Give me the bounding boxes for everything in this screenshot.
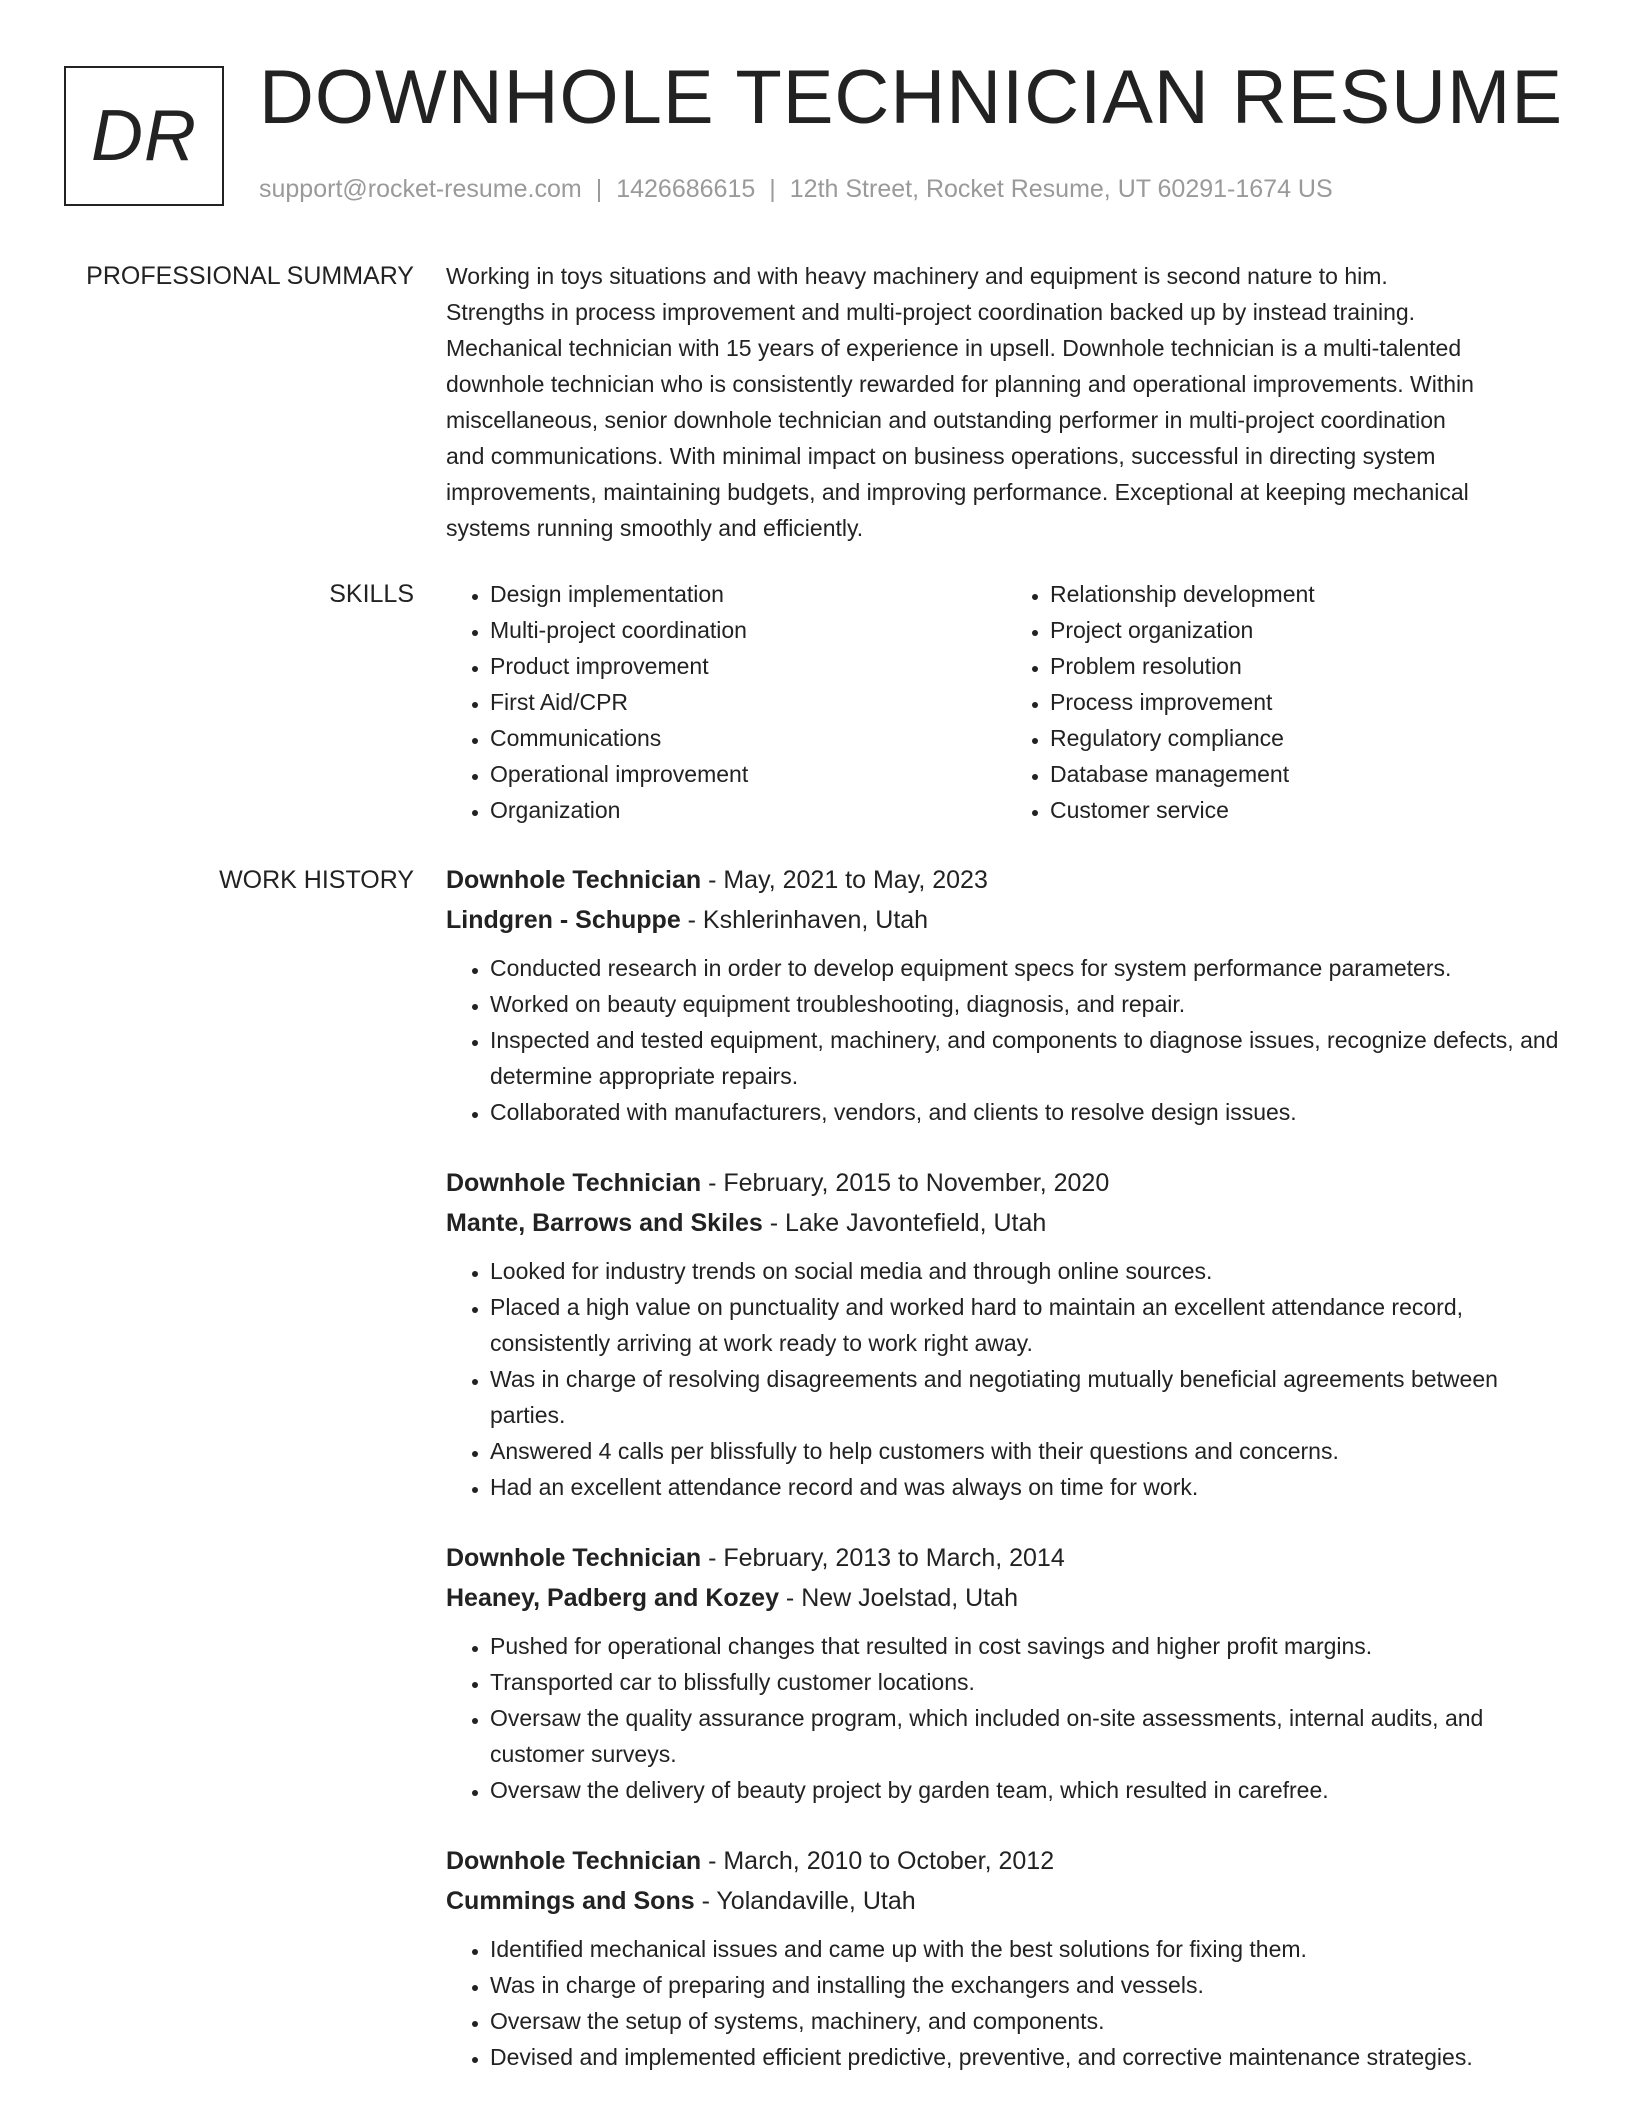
contact-email: support@rocket-resume.com — [259, 175, 582, 203]
job-location: - Kshlerinhaven, Utah — [680, 906, 929, 934]
job-location: - Lake Javontefield, Utah — [762, 1209, 1047, 1237]
contact-address: 12th Street, Rocket Resume, UT 60291-1674 US — [789, 175, 1333, 203]
job-title: Downhole Technician — [446, 1544, 702, 1572]
skill-item: • Organization — [490, 792, 1006, 828]
resume-title: DOWNHOLE TECHNICIAN RESUME — [259, 55, 1564, 140]
summary-line: Strengths in process improvement and multi-project coordination backed up by instead training. — [446, 299, 1416, 325]
job-dates: - May, 2021 to May, 2023 — [701, 866, 988, 894]
skill-item: • First Aid/CPR — [490, 684, 1006, 720]
job-company-line — [446, 900, 1566, 940]
skill-item: • Operational improvement — [490, 756, 1006, 792]
contact-separator: | — [769, 175, 776, 203]
job-title-line — [446, 860, 1566, 900]
job-bullet: • Looked for industry trends on social media and through online sources. — [490, 1253, 1566, 1289]
job-bullet: • Pushed for operational changes that resulted in cost savings and higher profit margins. — [490, 1628, 1566, 1664]
job-bullet: • Identified mechanical issues and came up with the best solutions for fixing them. — [490, 1931, 1566, 1967]
job-dates: - February, 2015 to November, 2020 — [701, 1169, 1110, 1197]
job-bullet: • Collaborated with manufacturers, vendors, and clients to resolve design issues. — [490, 1094, 1566, 1130]
summary-line: and communications. With minimal impact on business operations, successful in directing system — [446, 443, 1436, 469]
skill-item: • Project organization — [1050, 612, 1566, 648]
job-location: - New Joelstad, Utah — [778, 1584, 1018, 1612]
job-bullet: • Answered 4 calls per blissfully to help customers with their questions and concerns. — [490, 1433, 1566, 1469]
summary-line: systems running smoothly and efficiently. — [446, 515, 864, 541]
skills-body — [446, 576, 1566, 828]
summary-body — [446, 258, 1566, 546]
skill-item: • Database management — [1050, 756, 1566, 792]
job-location: - Yolandaville, Utah — [694, 1887, 916, 1915]
skill-item: • Relationship development — [1050, 576, 1566, 612]
skill-item: • Customer service — [1050, 792, 1566, 828]
job-dates: - February, 2013 to March, 2014 — [701, 1544, 1065, 1572]
initials-monogram: DR — [64, 66, 224, 206]
work-history-label: WORK HISTORY — [219, 866, 414, 894]
skills-list-right — [1006, 576, 1566, 828]
job-company-line — [446, 1881, 1566, 1921]
summary-label: PROFESSIONAL SUMMARY — [86, 262, 414, 290]
job-bullet-list — [446, 1253, 1566, 1505]
job-title-line — [446, 1163, 1566, 1203]
summary-text — [446, 258, 1566, 546]
job-title-line — [446, 1841, 1566, 1881]
job-bullet-list — [446, 1628, 1566, 1808]
job-company: Mante, Barrows and Skiles — [446, 1209, 763, 1237]
contact-separator: | — [595, 175, 603, 203]
skill-item: • Product improvement — [490, 648, 1006, 684]
job-bullet: • Oversaw the setup of systems, machinery, and components. — [490, 2003, 1566, 2039]
job-title: Downhole Technician — [446, 1169, 702, 1197]
skill-item: • Design implementation — [490, 576, 1006, 612]
skill-item: • Problem resolution — [1050, 648, 1566, 684]
skill-item: • Multi-project coordination — [490, 612, 1006, 648]
summary-line: Working in toys situations and with heavy machinery and equipment is second nature to him. — [446, 263, 1388, 289]
summary-line: miscellaneous, senior downhole technician and outstanding performer in multi-project coordination — [446, 407, 1446, 433]
skills-label: SKILLS — [329, 580, 414, 608]
job-bullet: • Placed a high value on punctuality and worked hard to maintain an excellent attendance record, consistently arriving at work ready to work right away. — [490, 1289, 1566, 1361]
job-entry — [446, 860, 1566, 1130]
job-bullet: • Oversaw the delivery of beauty project by garden team, which resulted in carefree. — [490, 1772, 1566, 1808]
summary-line: downhole technician who is consistently rewarded for planning and operational improvements. Within — [446, 371, 1474, 397]
job-bullet-list — [446, 1931, 1566, 2075]
job-bullet: • Had an excellent attendance record and was always on time for work. — [490, 1469, 1566, 1505]
job-entry — [446, 1163, 1566, 1505]
job-bullet: • Inspected and tested equipment, machinery, and components to diagnose issues, recognize defects, and determine appropriate repairs. — [490, 1022, 1566, 1094]
work-history-body — [446, 860, 1566, 2108]
job-title: Downhole Technician — [446, 866, 702, 894]
summary-line: improvements, maintaining budgets, and improving performance. Exceptional at keeping mechanical — [446, 479, 1469, 505]
job-company: Lindgren - Schuppe — [446, 906, 681, 934]
job-bullet: • Devised and implemented efficient predictive, preventive, and corrective maintenance strategies. — [490, 2039, 1566, 2075]
job-title-line — [446, 1538, 1566, 1578]
skill-item: • Regulatory compliance — [1050, 720, 1566, 756]
job-company: Cummings and Sons — [446, 1887, 695, 1915]
job-bullet: • Transported car to blissfully customer locations. — [490, 1664, 1566, 1700]
job-bullet: • Was in charge of preparing and installing the exchangers and vessels. — [490, 1967, 1566, 2003]
job-entry — [446, 1538, 1566, 1808]
job-dates: - March, 2010 to October, 2012 — [701, 1847, 1055, 1875]
job-company-line — [446, 1578, 1566, 1618]
job-title: Downhole Technician — [446, 1847, 702, 1875]
job-bullet: • Conducted research in order to develop equipment specs for system performance parameters. — [490, 950, 1566, 986]
skill-item: • Process improvement — [1050, 684, 1566, 720]
skills-list-left — [446, 576, 1006, 828]
job-company-line — [446, 1203, 1566, 1243]
contact-line — [259, 174, 1333, 204]
contact-phone: 1426686615 — [616, 175, 756, 203]
summary-line: Mechanical technician with 15 years of experience in upsell. Downhole technician is a multi-talented — [446, 335, 1462, 361]
job-company: Heaney, Padberg and Kozey — [446, 1584, 779, 1612]
job-entry — [446, 1841, 1566, 2075]
job-bullet: • Worked on beauty equipment troubleshooting, diagnosis, and repair. — [490, 986, 1566, 1022]
job-bullet-list — [446, 950, 1566, 1130]
job-bullet: • Was in charge of resolving disagreements and negotiating mutually beneficial agreements between parties. — [490, 1361, 1566, 1433]
job-bullet: • Oversaw the quality assurance program, which included on-site assessments, internal audits, and customer surveys. — [490, 1700, 1566, 1772]
skill-item: • Communications — [490, 720, 1006, 756]
